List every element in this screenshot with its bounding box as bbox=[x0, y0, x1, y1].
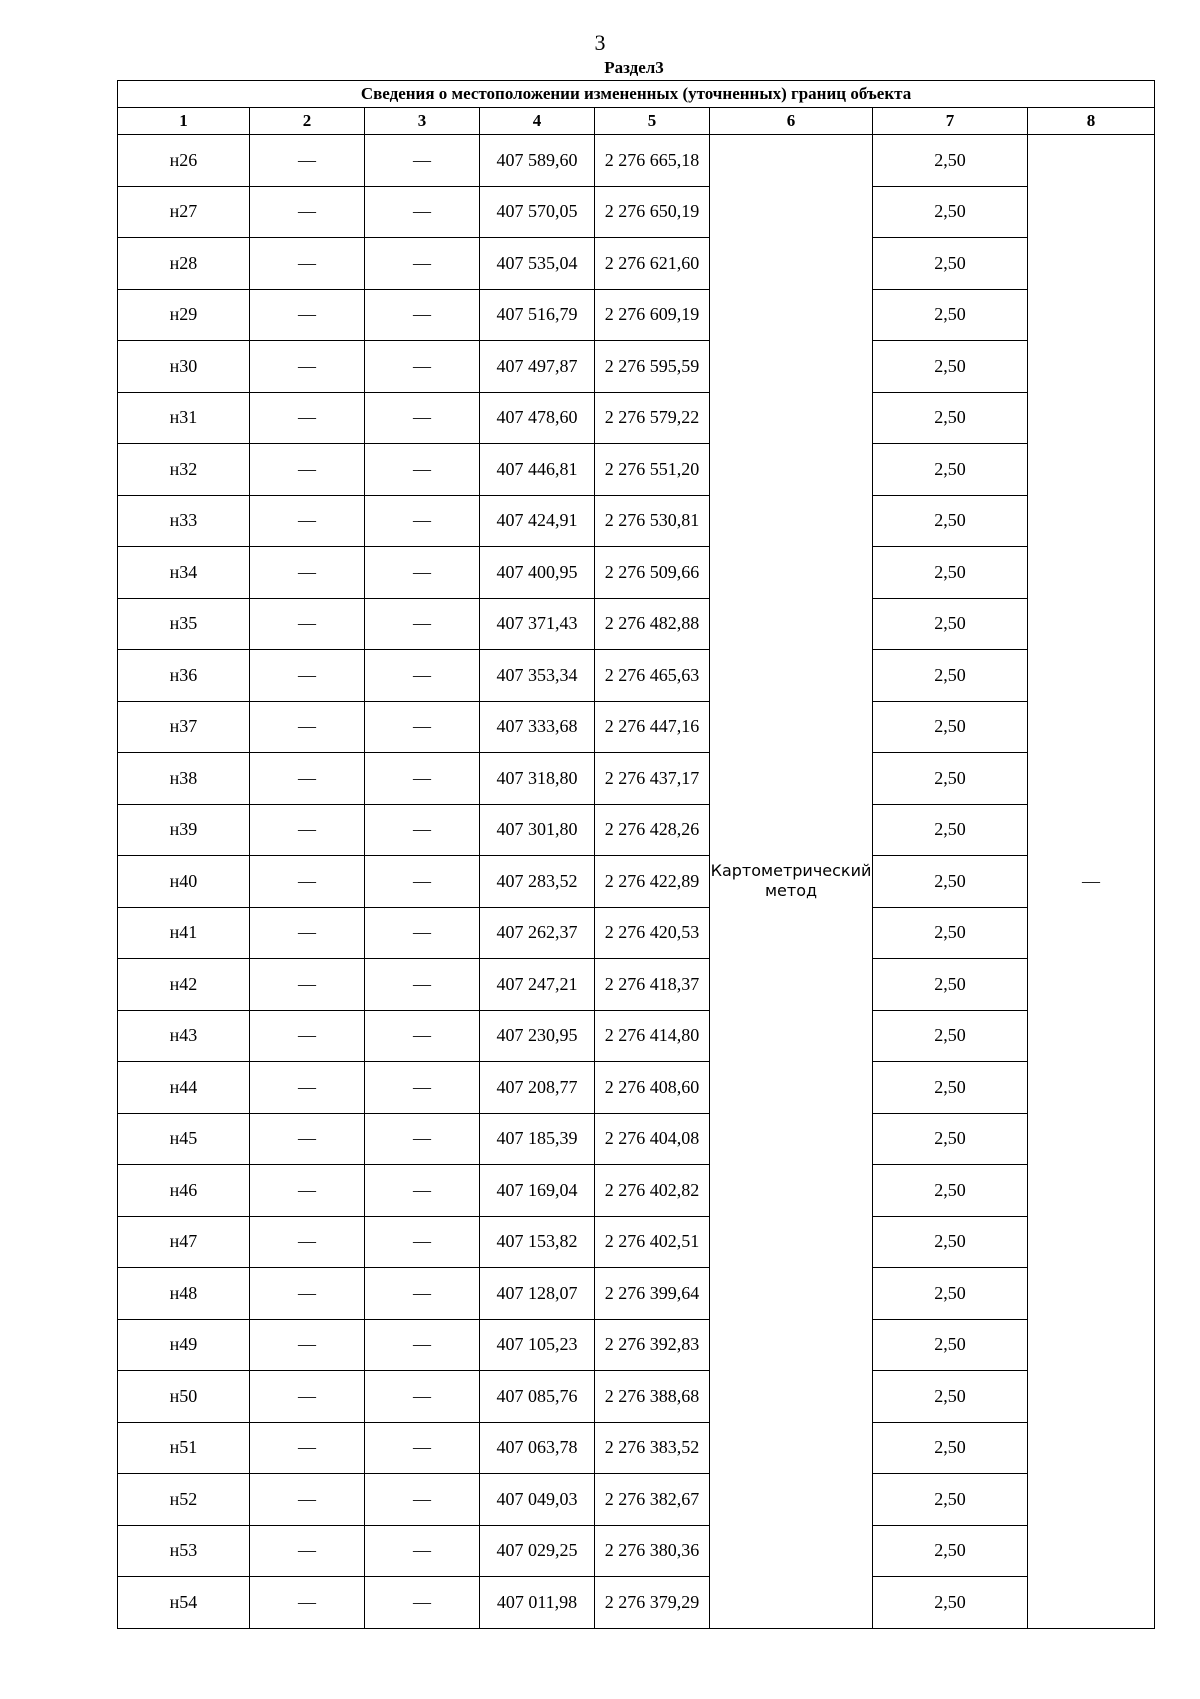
x-coordinate-cell: 407 478,60 bbox=[480, 392, 595, 444]
x-coordinate-cell: 407 208,77 bbox=[480, 1062, 595, 1114]
y-coordinate-cell: 2 276 402,51 bbox=[595, 1216, 710, 1268]
table-row bbox=[118, 650, 1155, 702]
y-coordinate-cell: 2 276 437,17 bbox=[595, 753, 710, 805]
column-2-cell: — bbox=[250, 238, 365, 290]
table-row bbox=[118, 547, 1155, 599]
column-2-cell: — bbox=[250, 907, 365, 959]
column-3-cell: — bbox=[365, 135, 480, 187]
table-row bbox=[118, 1371, 1155, 1423]
table-row bbox=[118, 1268, 1155, 1320]
y-coordinate-cell: 2 276 551,20 bbox=[595, 444, 710, 496]
y-coordinate-cell: 2 276 404,08 bbox=[595, 1113, 710, 1165]
x-coordinate-cell: 407 063,78 bbox=[480, 1422, 595, 1474]
column-2-cell: — bbox=[250, 856, 365, 908]
table-row bbox=[118, 804, 1155, 856]
table-row bbox=[118, 701, 1155, 753]
y-coordinate-cell: 2 276 422,89 bbox=[595, 856, 710, 908]
x-coordinate-cell: 407 589,60 bbox=[480, 135, 595, 187]
accuracy-cell: 2,50 bbox=[873, 1216, 1028, 1268]
y-coordinate-cell: 2 276 392,83 bbox=[595, 1319, 710, 1371]
table-row bbox=[118, 341, 1155, 393]
table-row bbox=[118, 1010, 1155, 1062]
point-number-cell: н53 bbox=[118, 1525, 250, 1577]
accuracy-cell: 2,50 bbox=[873, 1062, 1028, 1114]
y-coordinate-cell: 2 276 530,81 bbox=[595, 495, 710, 547]
accuracy-cell: 2,50 bbox=[873, 804, 1028, 856]
x-coordinate-cell: 407 333,68 bbox=[480, 701, 595, 753]
accuracy-cell: 2,50 bbox=[873, 856, 1028, 908]
point-number-cell: н28 bbox=[118, 238, 250, 290]
y-coordinate-cell: 2 276 465,63 bbox=[595, 650, 710, 702]
method-cell: Картометрический метод bbox=[710, 135, 873, 1629]
column-2-cell: — bbox=[250, 444, 365, 496]
column-2-cell: — bbox=[250, 1525, 365, 1577]
table-row bbox=[118, 959, 1155, 1011]
accuracy-cell: 2,50 bbox=[873, 598, 1028, 650]
point-number-cell: н39 bbox=[118, 804, 250, 856]
column-2-cell: — bbox=[250, 547, 365, 599]
column-number: 8 bbox=[1028, 108, 1155, 135]
accuracy-cell: 2,50 bbox=[873, 289, 1028, 341]
x-coordinate-cell: 407 105,23 bbox=[480, 1319, 595, 1371]
point-number-cell: н37 bbox=[118, 701, 250, 753]
column-3-cell: — bbox=[365, 753, 480, 805]
y-coordinate-cell: 2 276 380,36 bbox=[595, 1525, 710, 1577]
table-row bbox=[118, 1165, 1155, 1217]
point-number-cell: н51 bbox=[118, 1422, 250, 1474]
column-2-cell: — bbox=[250, 1062, 365, 1114]
table-row bbox=[118, 495, 1155, 547]
column-2-cell: — bbox=[250, 650, 365, 702]
table-row bbox=[118, 753, 1155, 805]
x-coordinate-cell: 407 049,03 bbox=[480, 1474, 595, 1526]
column-3-cell: — bbox=[365, 804, 480, 856]
point-number-cell: н42 bbox=[118, 959, 250, 1011]
x-coordinate-cell: 407 570,05 bbox=[480, 186, 595, 238]
column-2-cell: — bbox=[250, 495, 365, 547]
column-2-cell: — bbox=[250, 1319, 365, 1371]
table-row bbox=[118, 1062, 1155, 1114]
column-number-row bbox=[118, 108, 1155, 135]
column-8-cell: — bbox=[1028, 135, 1155, 1629]
accuracy-cell: 2,50 bbox=[873, 1268, 1028, 1320]
accuracy-cell: 2,50 bbox=[873, 1474, 1028, 1526]
point-number-cell: н36 bbox=[118, 650, 250, 702]
table-row bbox=[118, 392, 1155, 444]
x-coordinate-cell: 407 128,07 bbox=[480, 1268, 595, 1320]
column-2-cell: — bbox=[250, 341, 365, 393]
x-coordinate-cell: 407 262,37 bbox=[480, 907, 595, 959]
y-coordinate-cell: 2 276 383,52 bbox=[595, 1422, 710, 1474]
column-3-cell: — bbox=[365, 238, 480, 290]
y-coordinate-cell: 2 276 428,26 bbox=[595, 804, 710, 856]
y-coordinate-cell: 2 276 382,67 bbox=[595, 1474, 710, 1526]
accuracy-cell: 2,50 bbox=[873, 1371, 1028, 1423]
point-number-cell: н30 bbox=[118, 341, 250, 393]
accuracy-cell: 2,50 bbox=[873, 1422, 1028, 1474]
x-coordinate-cell: 407 318,80 bbox=[480, 753, 595, 805]
column-3-cell: — bbox=[365, 1216, 480, 1268]
column-3-cell: — bbox=[365, 1474, 480, 1526]
column-2-cell: — bbox=[250, 1216, 365, 1268]
column-number: 7 bbox=[873, 108, 1028, 135]
point-number-cell: н50 bbox=[118, 1371, 250, 1423]
x-coordinate-cell: 407 011,98 bbox=[480, 1577, 595, 1629]
boundary-coordinates-table bbox=[117, 80, 1155, 1629]
column-2-cell: — bbox=[250, 1165, 365, 1217]
point-number-cell: н54 bbox=[118, 1577, 250, 1629]
accuracy-cell: 2,50 bbox=[873, 753, 1028, 805]
table-row bbox=[118, 1525, 1155, 1577]
y-coordinate-cell: 2 276 609,19 bbox=[595, 289, 710, 341]
table-row bbox=[118, 186, 1155, 238]
accuracy-cell: 2,50 bbox=[873, 444, 1028, 496]
column-3-cell: — bbox=[365, 701, 480, 753]
point-number-cell: н47 bbox=[118, 1216, 250, 1268]
accuracy-cell: 2,50 bbox=[873, 392, 1028, 444]
y-coordinate-cell: 2 276 447,16 bbox=[595, 701, 710, 753]
point-number-cell: н29 bbox=[118, 289, 250, 341]
column-3-cell: — bbox=[365, 1010, 480, 1062]
point-number-cell: н44 bbox=[118, 1062, 250, 1114]
accuracy-cell: 2,50 bbox=[873, 238, 1028, 290]
column-3-cell: — bbox=[365, 1268, 480, 1320]
table-row bbox=[118, 1422, 1155, 1474]
accuracy-cell: 2,50 bbox=[873, 1525, 1028, 1577]
accuracy-cell: 2,50 bbox=[873, 959, 1028, 1011]
x-coordinate-cell: 407 185,39 bbox=[480, 1113, 595, 1165]
point-number-cell: н31 bbox=[118, 392, 250, 444]
table-row bbox=[118, 856, 1155, 908]
table-row bbox=[118, 135, 1155, 187]
y-coordinate-cell: 2 276 399,64 bbox=[595, 1268, 710, 1320]
column-2-cell: — bbox=[250, 1422, 365, 1474]
column-3-cell: — bbox=[365, 392, 480, 444]
point-number-cell: н27 bbox=[118, 186, 250, 238]
column-3-cell: — bbox=[365, 1577, 480, 1629]
point-number-cell: н34 bbox=[118, 547, 250, 599]
point-number-cell: н41 bbox=[118, 907, 250, 959]
accuracy-cell: 2,50 bbox=[873, 341, 1028, 393]
point-number-cell: н49 bbox=[118, 1319, 250, 1371]
column-3-cell: — bbox=[365, 1113, 480, 1165]
column-number: 5 bbox=[595, 108, 710, 135]
accuracy-cell: 2,50 bbox=[873, 1319, 1028, 1371]
x-coordinate-cell: 407 353,34 bbox=[480, 650, 595, 702]
column-2-cell: — bbox=[250, 1474, 365, 1526]
column-3-cell: — bbox=[365, 444, 480, 496]
column-2-cell: — bbox=[250, 1371, 365, 1423]
column-3-cell: — bbox=[365, 289, 480, 341]
point-number-cell: н46 bbox=[118, 1165, 250, 1217]
column-3-cell: — bbox=[365, 907, 480, 959]
table-row bbox=[118, 289, 1155, 341]
column-2-cell: — bbox=[250, 598, 365, 650]
x-coordinate-cell: 407 497,87 bbox=[480, 341, 595, 393]
column-2-cell: — bbox=[250, 1010, 365, 1062]
table-row bbox=[118, 1113, 1155, 1165]
y-coordinate-cell: 2 276 482,88 bbox=[595, 598, 710, 650]
point-number-cell: н32 bbox=[118, 444, 250, 496]
table-row bbox=[118, 1216, 1155, 1268]
column-2-cell: — bbox=[250, 186, 365, 238]
x-coordinate-cell: 407 230,95 bbox=[480, 1010, 595, 1062]
column-2-cell: — bbox=[250, 135, 365, 187]
column-2-cell: — bbox=[250, 753, 365, 805]
section-title: Раздел3 bbox=[604, 58, 664, 77]
page-number: 3 bbox=[594, 30, 606, 55]
table-row bbox=[118, 1577, 1155, 1629]
x-coordinate-cell: 407 516,79 bbox=[480, 289, 595, 341]
column-3-cell: — bbox=[365, 495, 480, 547]
column-2-cell: — bbox=[250, 1577, 365, 1629]
x-coordinate-cell: 407 153,82 bbox=[480, 1216, 595, 1268]
y-coordinate-cell: 2 276 509,66 bbox=[595, 547, 710, 599]
x-coordinate-cell: 407 085,76 bbox=[480, 1371, 595, 1423]
accuracy-cell: 2,50 bbox=[873, 495, 1028, 547]
table-body bbox=[118, 135, 1155, 1629]
point-number-cell: н45 bbox=[118, 1113, 250, 1165]
point-number-cell: н48 bbox=[118, 1268, 250, 1320]
table-caption: Сведения о местоположении измененных (уточненных) границ объекта bbox=[118, 81, 1155, 108]
column-3-cell: — bbox=[365, 341, 480, 393]
x-coordinate-cell: 407 169,04 bbox=[480, 1165, 595, 1217]
column-3-cell: — bbox=[365, 547, 480, 599]
column-2-cell: — bbox=[250, 392, 365, 444]
column-2-cell: — bbox=[250, 1268, 365, 1320]
table-row bbox=[118, 444, 1155, 496]
accuracy-cell: 2,50 bbox=[873, 547, 1028, 599]
y-coordinate-cell: 2 276 418,37 bbox=[595, 959, 710, 1011]
point-number-cell: н43 bbox=[118, 1010, 250, 1062]
column-2-cell: — bbox=[250, 959, 365, 1011]
column-3-cell: — bbox=[365, 598, 480, 650]
column-number: 6 bbox=[710, 108, 873, 135]
y-coordinate-cell: 2 276 665,18 bbox=[595, 135, 710, 187]
x-coordinate-cell: 407 424,91 bbox=[480, 495, 595, 547]
column-number: 2 bbox=[250, 108, 365, 135]
x-coordinate-cell: 407 535,04 bbox=[480, 238, 595, 290]
accuracy-cell: 2,50 bbox=[873, 1113, 1028, 1165]
x-coordinate-cell: 407 301,80 bbox=[480, 804, 595, 856]
column-3-cell: — bbox=[365, 1371, 480, 1423]
accuracy-cell: 2,50 bbox=[873, 1010, 1028, 1062]
column-2-cell: — bbox=[250, 289, 365, 341]
table-row bbox=[118, 598, 1155, 650]
point-number-cell: н35 bbox=[118, 598, 250, 650]
accuracy-cell: 2,50 bbox=[873, 135, 1028, 187]
y-coordinate-cell: 2 276 402,82 bbox=[595, 1165, 710, 1217]
x-coordinate-cell: 407 371,43 bbox=[480, 598, 595, 650]
accuracy-cell: 2,50 bbox=[873, 907, 1028, 959]
point-number-cell: н38 bbox=[118, 753, 250, 805]
column-3-cell: — bbox=[365, 650, 480, 702]
x-coordinate-cell: 407 247,21 bbox=[480, 959, 595, 1011]
y-coordinate-cell: 2 276 379,29 bbox=[595, 1577, 710, 1629]
y-coordinate-cell: 2 276 595,59 bbox=[595, 341, 710, 393]
column-3-cell: — bbox=[365, 1165, 480, 1217]
accuracy-cell: 2,50 bbox=[873, 1165, 1028, 1217]
column-2-cell: — bbox=[250, 701, 365, 753]
table-row bbox=[118, 1319, 1155, 1371]
column-3-cell: — bbox=[365, 1319, 480, 1371]
x-coordinate-cell: 407 400,95 bbox=[480, 547, 595, 599]
table-caption-row bbox=[118, 81, 1155, 108]
accuracy-cell: 2,50 bbox=[873, 701, 1028, 753]
column-number: 4 bbox=[480, 108, 595, 135]
column-number: 1 bbox=[118, 108, 250, 135]
y-coordinate-cell: 2 276 621,60 bbox=[595, 238, 710, 290]
x-coordinate-cell: 407 446,81 bbox=[480, 444, 595, 496]
column-3-cell: — bbox=[365, 959, 480, 1011]
column-3-cell: — bbox=[365, 1062, 480, 1114]
table-row bbox=[118, 907, 1155, 959]
table-row bbox=[118, 238, 1155, 290]
point-number-cell: н33 bbox=[118, 495, 250, 547]
column-3-cell: — bbox=[365, 186, 480, 238]
y-coordinate-cell: 2 276 388,68 bbox=[595, 1371, 710, 1423]
y-coordinate-cell: 2 276 420,53 bbox=[595, 907, 710, 959]
y-coordinate-cell: 2 276 650,19 bbox=[595, 186, 710, 238]
accuracy-cell: 2,50 bbox=[873, 186, 1028, 238]
accuracy-cell: 2,50 bbox=[873, 650, 1028, 702]
point-number-cell: н52 bbox=[118, 1474, 250, 1526]
point-number-cell: н26 bbox=[118, 135, 250, 187]
column-2-cell: — bbox=[250, 1113, 365, 1165]
x-coordinate-cell: 407 283,52 bbox=[480, 856, 595, 908]
column-3-cell: — bbox=[365, 1525, 480, 1577]
column-number: 3 bbox=[365, 108, 480, 135]
y-coordinate-cell: 2 276 408,60 bbox=[595, 1062, 710, 1114]
accuracy-cell: 2,50 bbox=[873, 1577, 1028, 1629]
table-row bbox=[118, 1474, 1155, 1526]
x-coordinate-cell: 407 029,25 bbox=[480, 1525, 595, 1577]
column-3-cell: — bbox=[365, 856, 480, 908]
point-number-cell: н40 bbox=[118, 856, 250, 908]
column-2-cell: — bbox=[250, 804, 365, 856]
y-coordinate-cell: 2 276 414,80 bbox=[595, 1010, 710, 1062]
column-3-cell: — bbox=[365, 1422, 480, 1474]
y-coordinate-cell: 2 276 579,22 bbox=[595, 392, 710, 444]
